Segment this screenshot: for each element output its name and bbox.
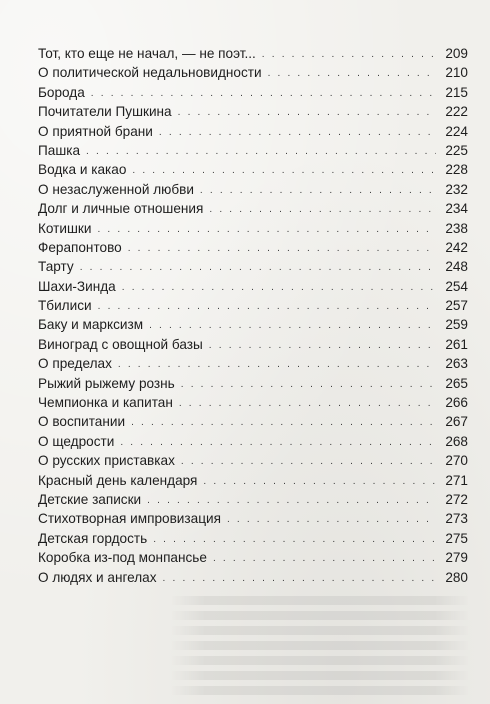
- toc-dot-leader: [91, 84, 436, 103]
- toc-entry-page: 209: [445, 46, 468, 61]
- toc-entry: [38, 548, 468, 567]
- toc-entry: [38, 315, 468, 334]
- toc-entry-title: Красный день календаря: [38, 472, 198, 488]
- toc-entry: [38, 219, 468, 238]
- toc-entry-title: Почитатели Пушкина: [38, 104, 172, 120]
- toc-entry-title: О приятной брани: [38, 123, 153, 139]
- toc-entry: [38, 180, 468, 199]
- toc-entry-page: 242: [445, 239, 468, 255]
- toc-dot-leader: [122, 278, 436, 297]
- toc-dot-leader: [209, 200, 436, 219]
- toc-entry-title: О воспитании: [38, 414, 126, 430]
- toc-dot-leader: [200, 181, 436, 200]
- toc-dot-leader: [179, 394, 436, 413]
- toc-entry-title: Ферапонтово: [38, 239, 122, 255]
- toc-entry-page: 261: [445, 336, 468, 352]
- toc-entry-title: Котишки: [38, 220, 92, 236]
- toc-entry-title: Коробка из-под монпансье: [38, 550, 207, 566]
- table-of-contents: [38, 44, 468, 587]
- toc-entry-page: 268: [445, 433, 468, 449]
- toc-entry-title: Тарту: [38, 259, 74, 275]
- toc-entry-page: 215: [445, 84, 468, 100]
- toc-entry-page: 279: [445, 550, 468, 566]
- toc-dot-leader: [178, 103, 436, 122]
- toc-entry-page: 272: [445, 491, 468, 507]
- toc-entry-title: Рыжий рыжему рознь: [38, 375, 175, 391]
- toc-entry-page: 254: [445, 278, 468, 294]
- toc-dot-leader: [98, 297, 436, 316]
- toc-entry: [38, 432, 468, 451]
- toc-entry: [38, 335, 468, 354]
- toc-entry-title: О незаслуженной любви: [38, 181, 194, 197]
- toc-entry-title: Долг и личные отношения: [38, 201, 204, 217]
- toc-entry-title: О пределах: [38, 356, 112, 372]
- toc-entry-page: 234: [445, 201, 468, 217]
- toc-entry: [38, 277, 468, 296]
- toc-dot-leader: [131, 413, 436, 432]
- toc-entry-title: Виноград с овощной базы: [38, 336, 203, 352]
- toc-dot-leader: [181, 375, 436, 394]
- toc-entry: [38, 490, 468, 509]
- toc-entry: [38, 141, 468, 160]
- toc-entry: [38, 471, 468, 490]
- toc-entry: [38, 199, 468, 218]
- toc-entry: [38, 451, 468, 470]
- toc-entry-page: 228: [445, 162, 468, 178]
- toc-dot-leader: [203, 472, 436, 491]
- toc-entry-page: 275: [445, 530, 468, 546]
- toc-entry-page: 273: [445, 511, 468, 527]
- toc-entry-title: О русских приставках: [38, 453, 175, 469]
- toc-dot-leader: [120, 433, 436, 452]
- toc-dot-leader: [118, 355, 436, 374]
- toc-entry-title: О людях и ангелах: [38, 569, 157, 585]
- toc-entry-title: Стихотворная импровизация: [38, 511, 221, 527]
- toc-entry-page: 248: [445, 259, 468, 275]
- toc-entry-page: 280: [445, 569, 468, 585]
- toc-entry-title: Борода: [38, 84, 85, 100]
- toc-entry-page: 271: [445, 472, 468, 488]
- toc-entry: [38, 529, 468, 548]
- toc-entry-page: 238: [445, 220, 468, 236]
- toc-dot-leader: [97, 220, 436, 239]
- toc-entry: [38, 354, 468, 373]
- toc-dot-leader: [128, 239, 436, 258]
- toc-dot-leader: [163, 569, 436, 588]
- toc-entry: [38, 122, 468, 141]
- show-through-text: [170, 596, 470, 704]
- toc-dot-leader: [213, 549, 436, 568]
- toc-entry-page: 266: [445, 395, 468, 411]
- toc-entry: [38, 296, 468, 315]
- toc-dot-leader: [147, 491, 436, 510]
- toc-entry-title: Водка и какао: [38, 162, 127, 178]
- toc-dot-leader: [209, 336, 436, 355]
- toc-entry: [38, 44, 468, 63]
- toc-entry: [38, 374, 468, 393]
- toc-entry-page: 224: [445, 123, 468, 139]
- toc-entry-title: Шахи-Зинда: [38, 278, 116, 294]
- toc-dot-leader: [149, 316, 436, 335]
- toc-dot-leader: [262, 45, 436, 64]
- toc-entry: [38, 568, 468, 587]
- toc-entry-title: Тот, кто еще не начал, — не поэт...: [38, 46, 256, 61]
- toc-entry: [38, 63, 468, 82]
- toc-entry: [38, 160, 468, 179]
- toc-entry-title: О щедрости: [38, 433, 115, 449]
- toc-entry-title: Пашка: [38, 142, 81, 158]
- toc-entry-title: Детские записки: [38, 491, 142, 507]
- toc-entry-page: 210: [445, 65, 468, 81]
- toc-entry: [38, 257, 468, 276]
- toc-dot-leader: [159, 123, 436, 142]
- toc-entry-title: Чемпионка и капитан: [38, 395, 173, 411]
- toc-entry-page: 259: [445, 317, 468, 333]
- toc-dot-leader: [86, 142, 436, 161]
- toc-entry: [38, 102, 468, 121]
- toc-entry: [38, 83, 468, 102]
- toc-dot-leader: [227, 510, 436, 529]
- toc-entry-page: 257: [445, 298, 468, 314]
- toc-entry-page: 232: [445, 181, 468, 197]
- toc-entry: [38, 412, 468, 431]
- toc-dot-leader: [132, 161, 436, 180]
- toc-entry-page: 222: [445, 104, 468, 120]
- toc-entry: [38, 509, 468, 528]
- toc-entry-page: 263: [445, 356, 468, 372]
- toc-dot-leader: [268, 64, 436, 83]
- toc-entry-page: 265: [445, 375, 468, 391]
- toc-dot-leader: [80, 258, 436, 277]
- toc-dot-leader: [153, 530, 436, 549]
- toc-entry-page: 267: [445, 414, 468, 430]
- toc-entry-page: 270: [445, 453, 468, 469]
- toc-entry-title: Детская гордость: [38, 530, 148, 546]
- toc-entry: [38, 393, 468, 412]
- toc-entry-title: Тбилиси: [38, 298, 92, 314]
- toc-dot-leader: [181, 452, 436, 471]
- toc-entry-page: 225: [445, 142, 468, 158]
- toc-entry-title: О политической недальновидности: [38, 65, 262, 81]
- toc-entry: [38, 238, 468, 257]
- toc-entry-title: Баку и марксизм: [38, 317, 144, 333]
